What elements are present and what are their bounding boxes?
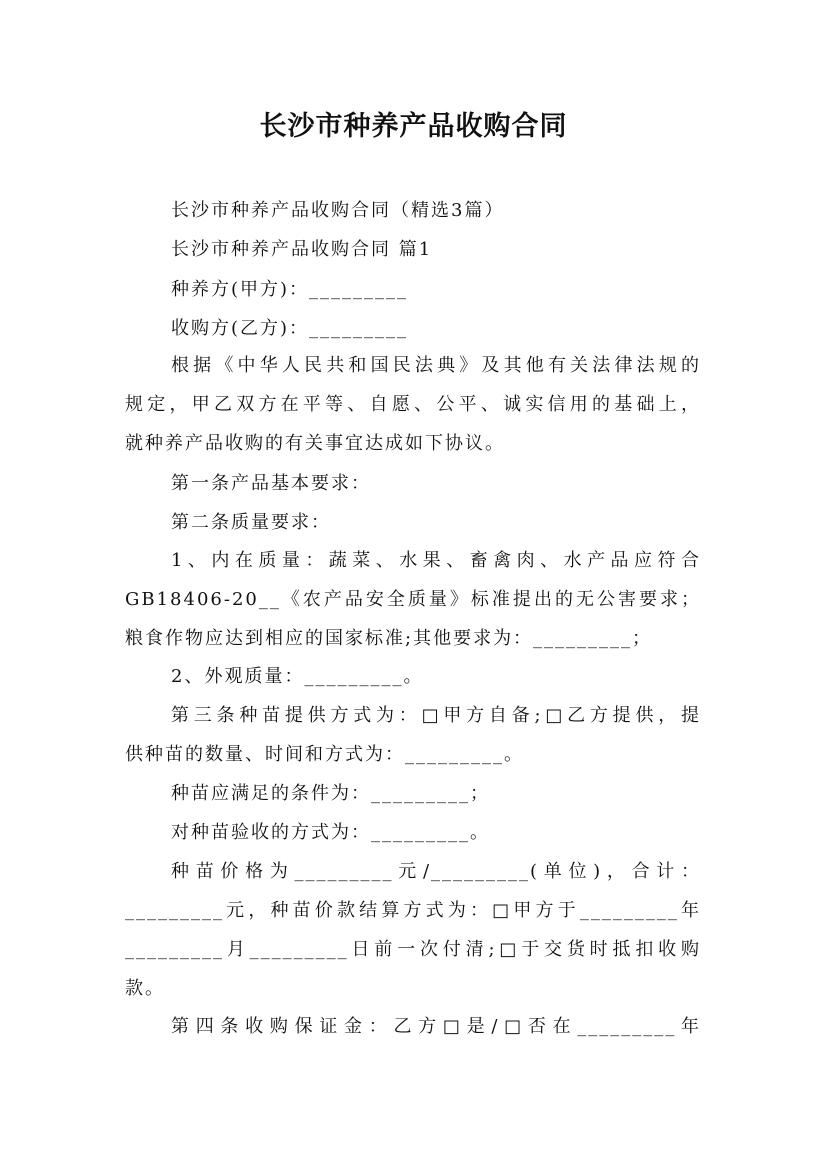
party-a-line: 种养方(甲方)：_________ <box>171 279 409 300</box>
preamble-line-1: 根据《中华人民共和国民法典》及其他有关法律法规的 <box>171 355 701 376</box>
subtitle-part-one: 长沙市种养产品收购合同 篇1 <box>171 239 433 260</box>
quality-line-3: 粮食作物应达到相应的国家标准;其他要求为：_________； <box>125 628 653 649</box>
quality-line-2: GB18406-20__《农产品安全质量》标准提出的无公害要求； <box>125 589 701 610</box>
seedling-acceptance-line: 对种苗验收的方式为：_________。 <box>171 822 490 843</box>
seedling-supply-line-1: 第三条种苗提供方式为：□甲方自备;□乙方提供，提 <box>171 705 701 726</box>
seedling-price-line-2: _________元，种苗价款结算方式为：□甲方于_________年 <box>125 900 701 921</box>
article-one-heading: 第一条产品基本要求： <box>171 473 371 494</box>
document-title: 长沙市种养产品收购合同 <box>259 111 568 142</box>
quality-line-1: 1、内在质量：蔬菜、水果、畜禽肉、水产品应符合 <box>171 550 701 571</box>
article-four-line: 第四条收购保证金：乙方□是/□否在_________年 <box>171 1016 701 1037</box>
subtitle-selection: 长沙市种养产品收购合同（精选3篇） <box>171 200 505 221</box>
seedling-price-line-4: 款。 <box>125 978 165 999</box>
party-b-line: 收购方(乙方)：_________ <box>171 318 409 339</box>
article-two-heading: 第二条质量要求： <box>171 512 331 533</box>
seedling-price-line-1: 种苗价格为_________元/_________(单位)，合计： <box>171 861 701 882</box>
seedling-price-line-3: _________月_________日前一次付清;□于交货时抵扣收购 <box>125 939 701 960</box>
seedling-conditions-line: 种苗应满足的条件为：_________； <box>171 783 490 804</box>
preamble-line-2: 规定，甲乙双方在平等、自愿、公平、诚实信用的基础上， <box>125 394 701 415</box>
preamble-line-3: 就种养产品收购的有关事宜达成如下协议。 <box>125 433 505 454</box>
appearance-quality-line: 2、外观质量：_________。 <box>171 666 424 687</box>
seedling-supply-line-2: 供种苗的数量、时间和方式为：_________。 <box>125 744 524 765</box>
